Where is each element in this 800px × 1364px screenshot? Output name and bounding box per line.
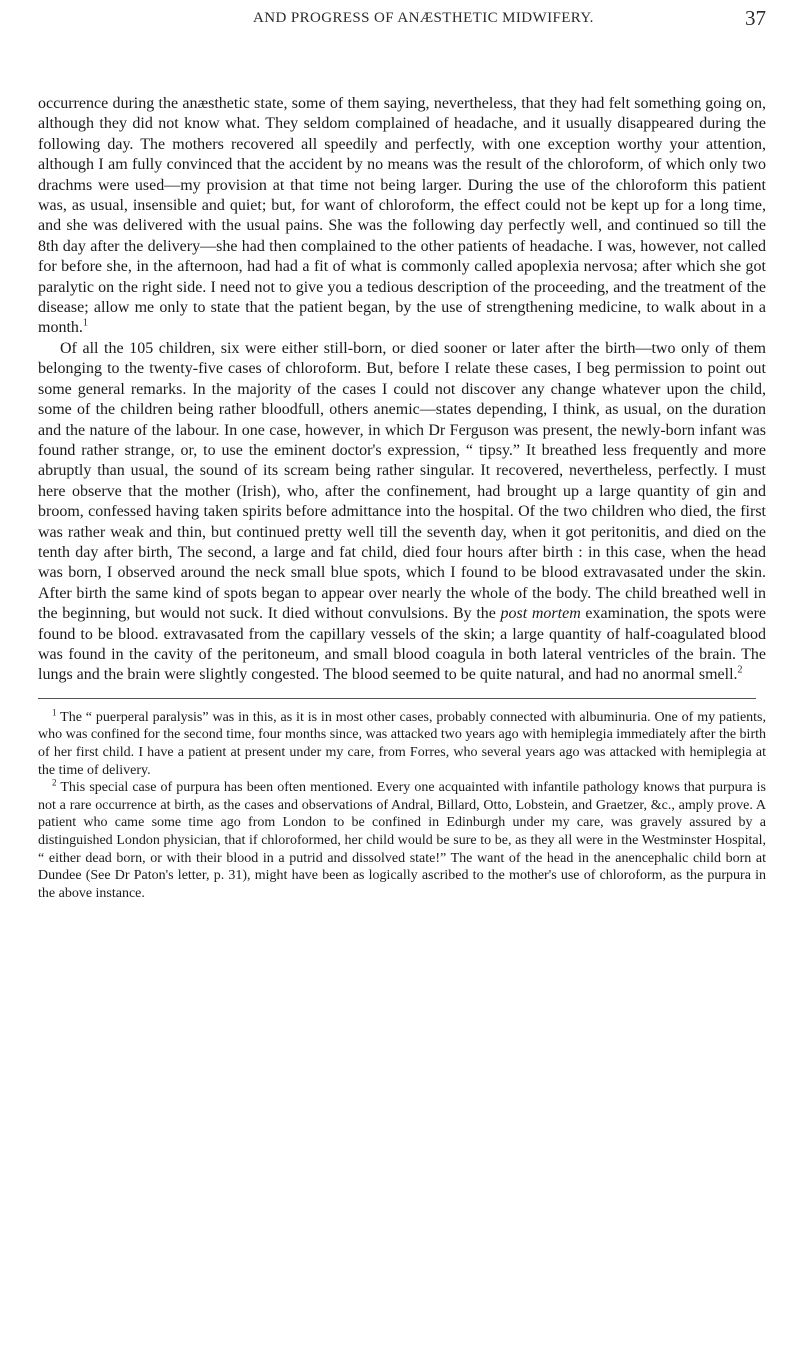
paragraph-2 bbox=[38, 339, 766, 686]
footnote-1-text: The “ puerperal paralysis” was in this, as it is in most other cases, probably connected with albuminuria. One of my patients, who was confined for the second time, four months since, was attacked two years ago with hemiplegia immediately after the birth of her first child. I have a patient at present under my care, from Forres, who several years ago was attacked with hemiplegia at the time of delivery. bbox=[38, 709, 767, 778]
running-title: AND PROGRESS OF ANÆSTHETIC MIDWIFERY. bbox=[253, 10, 594, 26]
footnote-1 bbox=[38, 709, 766, 779]
paragraph-2-text-b: examination, the spots were found to be blood. extravasated from the capillary vessels of the skin; a large quantity of half-coagulated blood was found in the cavity of the peritoneum, and small blood coagula in both lateral ventricles of the brain. The lungs and the brain were slightly congested. The blood seemed to be quite natural, and had no anormal smell. bbox=[38, 605, 766, 684]
footnote-2-text: This special case of purpura has been often mentioned. Every one acquainted with infantile pathology knows that purpura is not a rare occurrence at birth, as the cases and observations of Andral, Billard, Otto, Lobstein, and Graetzer, &c., amply prove. A patient who came some time ago from London to be confined in Edinburgh under my care, was gravely assured by a distinguished London physician, that if chloroformed, her child would be sure to be, as they all were in the Westminster Hospital, “ either dead born, or with their blood in a putrid and dissolved state!” The want of the head in the anencephalic child born at Dundee (See Dr Paton's letter, p. 31), might have been as logically ascribed to the mother's use of chloroform, as the purpura in the above instance. bbox=[38, 780, 766, 901]
running-head bbox=[38, 6, 766, 50]
footnote-1-mark: 1 bbox=[52, 707, 57, 718]
footnote-2 bbox=[38, 779, 766, 902]
footnote-ref-2: 2 bbox=[737, 665, 743, 677]
paragraph-1 bbox=[38, 94, 766, 339]
footnotes bbox=[38, 709, 766, 903]
paragraph-1-text: occurrence during the anæsthetic state, some of them saying, nevertheless, that they had felt something going on, although they did not know what. They seldom complained of headache, and it usually disappeared during the following day. The mothers recovered all speedily and perfectly, with one exception worthy your attention, although I am fully convinced that the accident by no means was the result of the chloroform, of which only two drachms were used—my provision at that time not being larger. During the use of the chloroform this patient was, as usual, insensible and quiet; but, for want of chloroform, the effect could not be kept up for a long time, and she was delivered with the usual pains. She was the following day perfectly well, and continued so till the 8th day after the delivery—she had then complained to the other patients of headache. I was, however, not called for before she, in the afternoon, had had a fit of what is commonly called apoplexia nervosa; after which she got paralytic on the right side. I need not to give you a tedious description of the proceeding, and the treatment of the disease; allow me only to state that the patient began, by the use of strengthening medicine, to walk about in a month. bbox=[38, 95, 766, 337]
footnote-ref-1: 1 bbox=[82, 318, 88, 330]
paragraph-2-text-a: Of all the 105 children, six were either still-born, or died sooner or later after the birth—two only of them belonging to the twenty-five cases of chloroform. But, before I relate these cases, I beg permission to point out some general remarks. In the majority of the cases I could not discover any change whatever upon the child, some of the children being rather bloodfull, others anemic—states depending, I think, as usual, on the duration and the nature of the labour. In one case, however, in which Dr Ferguson was present, the newly-born infant was found rather strange, or, to use the eminent doctor's expression, “ tipsy.” It breathed less frequently and more abruptly than usual, the sound of its scream being rather singular. It recovered, nevertheless, perfectly. I must here observe that the mother (Irish), who, after the confinement, had brought up a large quantity of gin and broom, confessed having taken spirits before admittance into the hospital. Of the two children who died, the first was rather weak and thin, but continued pretty well till the seventh day, when it got peritonitis, and died on the tenth day after birth, The second, a large and fat child, died four hours after birth : in this case, when the head was born, I observed around the neck small blue spots, which I found to be blood extravasated under the skin. After birth the same kind of spots began to appear over nearly the whole of the body. The child breathed well in the beginning, but would not suck. It died without convulsions. By the bbox=[38, 339, 766, 623]
footnote-2-mark: 2 bbox=[52, 777, 57, 788]
paragraph-2-italic: post mortem bbox=[500, 605, 581, 623]
body-text bbox=[38, 94, 766, 686]
page-number: 37 bbox=[745, 6, 766, 30]
footnote-divider bbox=[38, 698, 756, 699]
book-page bbox=[38, 6, 767, 1350]
